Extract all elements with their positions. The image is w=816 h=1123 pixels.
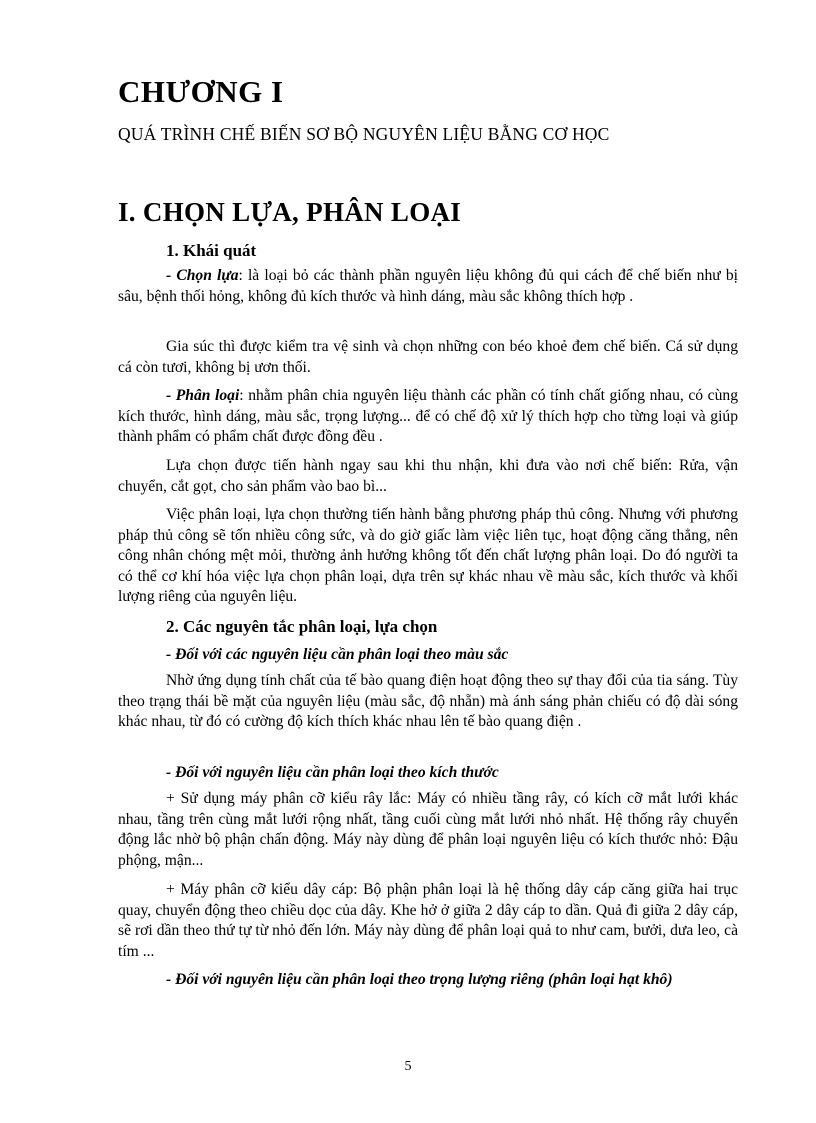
paragraph-manual-method: Việc phân loại, lựa chọn thường tiến hành bằng phương pháp thủ công. Nhưng với phương pháp thủ công sẽ tốn nhiều công sức, và do giờ giấc làm việc liên tục, hoạt động căng thẳng, nên công nhân chóng mệt mỏi, thường ảnh hưởng không tốt đến chất lượng phân loại. Do đó người ta có thể cơ khí hóa việc lựa chọn phân loại, dựa trên sự khác nhau về màu sắc, kích thước và khối lượng riêng của nguyên liệu.	[118, 506, 738, 605]
paragraph-classification-text: : nhằm phân chia nguyên liệu thành các phần có tính chất giống nhau, có cùng kích thước, hình dáng, màu sắc, trọng lượng... để có chế độ xử lý thích hợp cho từng loại và giúp thành phẩm có phẩm chất được đồng đều .	[118, 387, 738, 445]
subsection-heading-principles: 2. Các nguyên tắc phân loại, lựa chọn	[166, 617, 438, 636]
page-number: 5	[404, 1059, 412, 1074]
section-heading: I. CHỌN LỰA, PHÂN LOẠI	[118, 197, 462, 227]
chapter-subtitle: QUÁ TRÌNH CHẾ BIẾN SƠ BỘ NGUYÊN LIỆU BẰNG CƠ HỌC	[118, 124, 610, 144]
paragraph-classification	[118, 386, 738, 448]
criterion-weight-heading: - Đối với nguyên liệu cần phân loại theo trọng lượng riêng (phân loại hạt khô)	[166, 971, 673, 988]
criterion-size-heading: - Đối với nguyên liệu cần phân loại theo kích thước	[166, 764, 499, 781]
chapter-title: CHƯƠNG I	[118, 74, 284, 109]
paragraph-color: Nhờ ứng dụng tính chất của tế bào quang điện hoạt động theo sự thay đổi của tia sáng. Tùy theo trạng thái bề mặt của nguyên liệu (màu sắc, độ nhẵn) mà ánh sáng phản chiếu có độ dài sóng khác nhau, từ đó có cường độ kích thích khác nhau lên tế bào quang điện .	[118, 672, 738, 730]
paragraph-selection-text: : là loại bỏ các thành phần nguyên liệu không đủ qui cách để chế biến như bị sâu, bệnh thối hỏng, không đủ kích thước và hình dáng, màu sắc không thích hợp .	[118, 267, 738, 305]
term-classification: - Phân loại	[166, 387, 240, 404]
paragraph-selection	[118, 266, 738, 307]
subsection-heading-overview: 1. Khái quát	[166, 241, 257, 260]
paragraph-livestock: Gia súc thì được kiểm tra vệ sinh và chọn những con béo khoẻ đem chế biến. Cá sử dụng cá còn tươi, không bị ươn thối.	[118, 338, 738, 376]
criterion-color-heading: - Đối với các nguyên liệu cần phân loại theo màu sắc	[166, 646, 509, 663]
paragraph-size-cable: + Máy phân cỡ kiểu dây cáp: Bộ phận phân loại là hệ thống dây cáp căng giữa hai trục quay, chuyển động theo chiều dọc của dây. Khe hở ở giữa 2 dây cáp to dần. Quả đi giữa 2 dây cáp, sẽ rơi dần theo thứ tự từ nhỏ đến lớn. Máy này dùng để phân loại quả to như cam, bưởi, dưa leo, cà tím ...	[118, 881, 738, 960]
paragraph-size-sieve: + Sử dụng máy phân cỡ kiểu rây lắc: Máy có nhiều tầng rây, có kích cỡ mắt lưới khác nhau, tầng trên cùng mắt lưới rộng nhất, tầng cuối cùng mắt lưới nhỏ nhất. Hệ thống rây chuyển động lắc nhờ bộ phận chấn động. Máy này dùng để phân loại nguyên liệu có kích thước nhỏ: Đậu phộng, mận...	[118, 790, 738, 869]
term-selection: - Chọn lựa	[166, 267, 239, 284]
paragraph-timing: Lựa chọn được tiến hành ngay sau khi thu nhận, khi đưa vào nơi chế biến: Rửa, vận chuyển, cắt gọt, cho sản phẩm vào bao bì...	[118, 457, 738, 495]
